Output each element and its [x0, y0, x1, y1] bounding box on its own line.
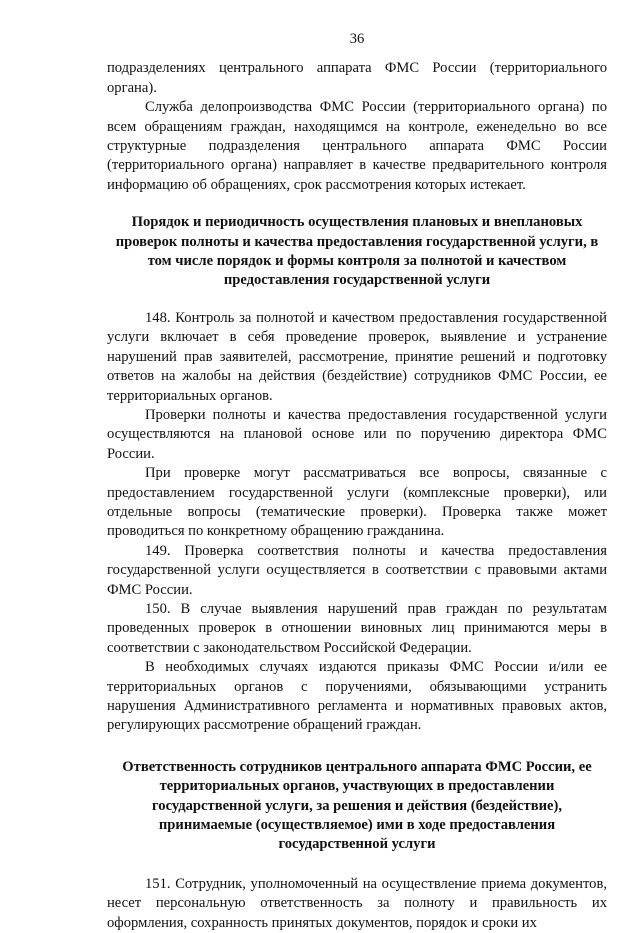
- paragraph-orders: В необходимых случаях издаются приказы ФМС России и/или ее территориальных органов с поручениями, обязывающими устранить нарушения Административного регламента и нормативных правовых актов, регулирующих рассмотрение обращений граждан.: [107, 659, 607, 734]
- paragraph-149: 149. Проверка соответствия полноты и качества предоставления государственной услуги осуществляется в соответствии с правовыми актами ФМС России.: [107, 542, 607, 598]
- paragraph-150: 150. В случае выявления нарушений прав граждан по результатам проведенных проверок в отношении виновных лиц принимаются меры в соответствии с законодательством Российской Федерации.: [107, 600, 607, 656]
- section-heading-control-procedure: Порядок и периодичность осуществления плановых и внеплановых проверок полноты и качества предоставления государственной услуги, в том числе порядок и формы контроля за полнотой и качеством предоставления государственной услуги: [115, 214, 599, 289]
- paragraph-inspections-basis: Проверки полноты и качества предоставления государственной услуги осуществляются на плановой основе или по поручению директора ФМС России.: [107, 406, 607, 462]
- paragraph-148: 148. Контроль за полнотой и качеством предоставления государственной услуги включает в себя проведение проверок, выявление и устранение нарушений прав заявителей, рассмотрение, принятие решений и подготовку ответов на жалобы на действия (бездействие) сотрудников ФМС России, ее территориальных органов.: [107, 309, 607, 404]
- paragraph-151: 151. Сотрудник, уполномоченный на осуществление приема документов, несет персональную ответственность за полноту и правильность их оформления, сохранность принятых документов, порядок и сроки их: [107, 875, 607, 931]
- document-page: [107, 30, 607, 933]
- paragraph-continuation: подразделениях центрального аппарата ФМС России (территориального органа).: [107, 60, 607, 96]
- paragraph-inspection-scope: При проверке могут рассматриваться все вопросы, связанные с предоставлением государственной услуги (комплексные проверки), или отдельные вопросы (тематические проверки). Проверка также может проводиться по конкретному обращению гражданина.: [107, 465, 607, 540]
- page-number: 36: [349, 31, 365, 47]
- section-heading-responsibility: Ответственность сотрудников центрального аппарата ФМС России, ее территориальных органов, участвующих в предоставлении государственной услуги, за решения и действия (бездействие), принимаемые (осуществляемое) ими в ходе предоставления государственной услуги: [122, 758, 592, 853]
- paragraph-office-service: Служба делопроизводства ФМС России (территориального органа) по всем обращениям граждан, находящимся на контроле, еженедельно во все структурные подразделения центрального аппарата ФМС России (территориального органа) направляет в качестве предварительного контроля информацию об обращениях, срок рассмотрения которых истекает.: [107, 99, 607, 193]
